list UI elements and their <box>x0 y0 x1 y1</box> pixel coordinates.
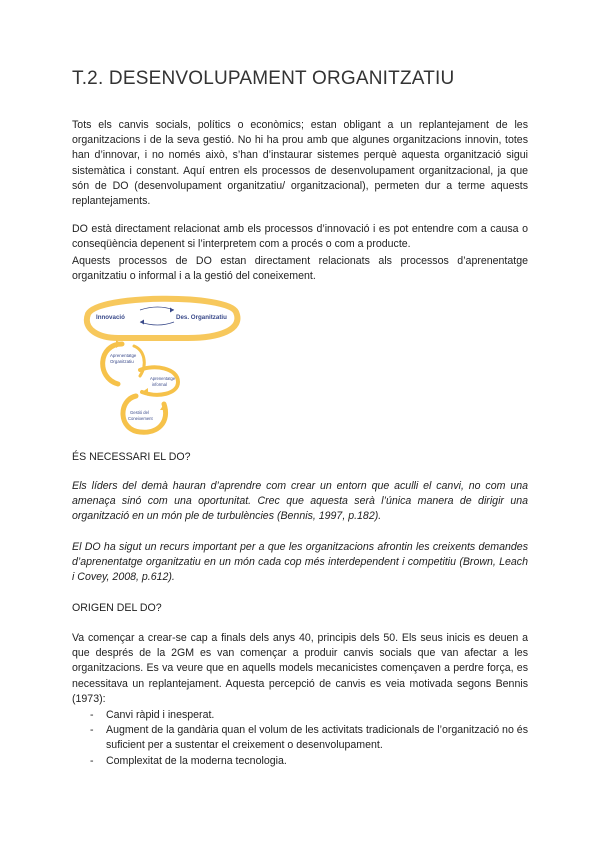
cycle-arrow-icon <box>116 340 122 348</box>
aprenentatge-organitzatiu-label-1: Aprenentatge <box>110 353 137 358</box>
list-item-text: Augment de la gandària quan el volum de les activitats tradicionals de l’organització no és suficient per a sustentar el creixement o desenvolupament. <box>106 724 528 752</box>
quote-brown: El DO ha sigut un recurs important per a que les organitzacions afrontin les creixents demandes d’aprenentatge organitzatiu en un món cada cop més interdependent i competitiu (Brown, Leach i Covey, 2008, p.612). <box>72 541 528 584</box>
des-organitzatiu-label: Des. Organitzatiu <box>176 314 227 321</box>
origen-paragraph: Va començar a crear-se cap a finals dels anys 40, principis dels 50. Els seus inicis es deuen a que després de la 2GM es van començar a produir canvis socials que van afectar a les organitzacions. Es va veure que en aquells models mecanicistes començaven a perdre força, es necessitava un replantejament. Aquesta percepció de canvis es veia motivada segons Bennis (1973): <box>72 632 528 705</box>
arrow-left-icon <box>140 322 174 325</box>
list-item <box>72 723 528 753</box>
aprenentatge-informal-label-2: informal <box>152 382 167 387</box>
quote-bennis: Els líders del demà hauran d’aprendre com crear un entorn que aculli el canvi, no com una amenaça sinó com una oportunitat. Crec que aquesta serà l’única manera de dirigir una organització en un món ple de turbulències (Bennis, 1997, p.182). <box>72 480 528 523</box>
gestio-label-1: Gestió del <box>130 410 149 415</box>
arrowhead-right-icon <box>170 308 174 313</box>
bennis-factors-list <box>72 708 528 769</box>
aprenentatge-informal-label-1: Aprenentatge <box>150 376 176 381</box>
page-title: T.2. DESENVOLUPAMENT ORGANITZATIU <box>72 68 455 89</box>
gestio-label-2: Coneixement <box>128 416 153 421</box>
do-processes-paragraph: Aquests processos de DO estan directament relacionats als processos d’aprenentatge organitzatiu o informal i a la gestió del coneixement. <box>72 255 528 283</box>
learning-cycle-arc <box>103 344 122 384</box>
aprenentatge-organitzatiu-label-2: Organitzatiu <box>110 359 134 364</box>
process-diagram <box>78 292 248 440</box>
list-item-text: Canvi ràpid i inesperat. <box>106 709 215 721</box>
list-item <box>72 708 528 723</box>
list-bullet: - <box>90 724 94 737</box>
section-heading-origen: ORIGEN DEL DO? <box>72 602 162 614</box>
section-heading-necessari: ÉS NECESSARI EL DO? <box>72 451 191 463</box>
list-item-text: Complexitat de la moderna tecnologia. <box>106 754 287 767</box>
list-item <box>72 754 528 769</box>
innovacio-label: Innovació <box>96 314 125 321</box>
list-bullet: - <box>90 754 94 767</box>
list-bullet: - <box>90 709 94 721</box>
do-relation-paragraph: DO està directament relacionat amb els processos d’innovació i es pot entendre com a causa o conseqüència depenent si l’interpretem com a procés o com a producte. <box>72 223 528 251</box>
intro-paragraph: Tots els canvis socials, polítics o econòmics; estan obligant a un replantejament de les organitzacions i de la seva gestió. No hi ha prou amb que algunes organitzacions innovin, totes han d’innovar, i no només això, s’han d’instaurar sistemes perquè aquesta organització sigui sistemàtica i constant. Aquí entren els processos de desenvolupament organitzacional, ja que són de DO (desenvolupament organitzatiu/ organitzacional), permeten dur a terme aquests replantejaments. <box>72 119 528 208</box>
arrow-right-icon <box>140 307 174 310</box>
arrowhead-left-icon <box>140 320 144 325</box>
